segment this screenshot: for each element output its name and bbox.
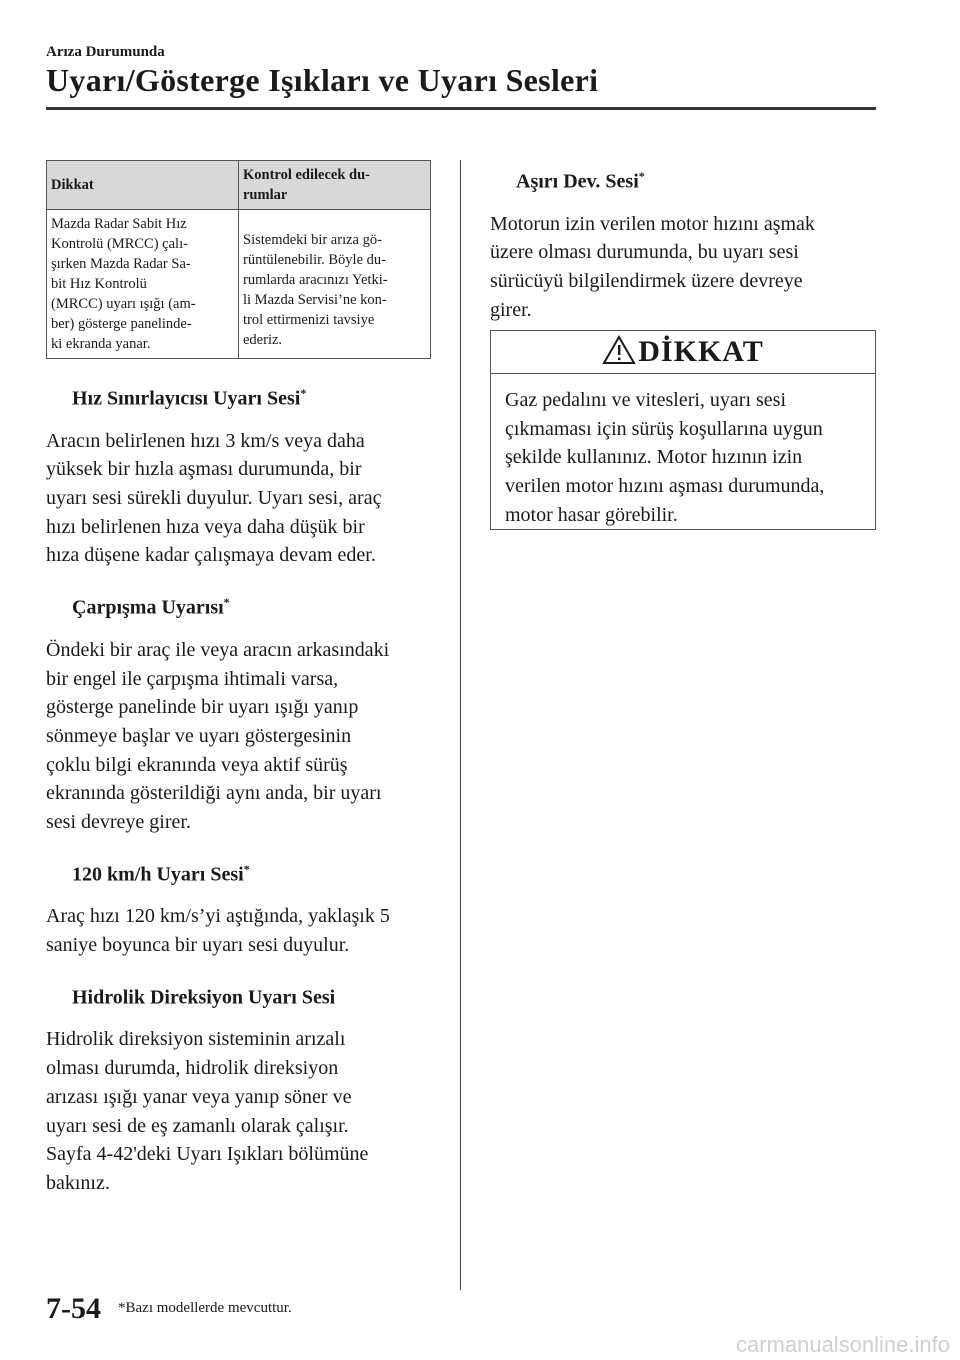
- section-body-overrev: Motorun izin verilen motor hızını aşmak üzere olması durumunda, bu uyarı sesi sürücüyü bilgilendirmek üzere devreye girer.: [490, 212, 815, 321]
- page-number: 7-54: [46, 1292, 101, 1325]
- table-cell: Sistemdeki bir arıza gö- rüntülenebilir. Böyle du- rumlarda aracınızı Yetki- li Mazda Servisi’ne kon- trol ettirmenizi tavsiye ederiz.: [239, 210, 431, 359]
- warning-header: [491, 331, 875, 374]
- section-body-120kmh: Araç hızı 120 km/s’yi aştığında, yaklaşık 5 saniye boyunca bir uyarı sesi duyulur.: [46, 905, 390, 957]
- section-body-power-steering: Hidrolik direksiyon sisteminin arızalı olması durumda, hidrolik direksiyon arızası ışığı yanar veya yanıp söner ve uyarı sesi de eş zamanlı olarak çalışır. Sayfa 4-42'deki Uyarı Işıkları bölümüne bakınız.: [46, 1028, 369, 1194]
- section-label: Arıza Durumunda: [46, 44, 165, 60]
- page-title: Uyarı/Gösterge Işıkları ve Uyarı Sesleri: [46, 62, 599, 98]
- section-heading-overrev: Aşırı Dev. Sesi*: [516, 169, 645, 193]
- table-header-cell: Kontrol edilecek du- rumlar: [239, 161, 431, 210]
- caution-table: [46, 160, 431, 359]
- left-column: [46, 160, 436, 1198]
- warning-triangle-icon: [602, 335, 636, 370]
- warning-body: Gaz pedalını ve vitesleri, uyarı sesi çıkmaması için sürüş koşullarına uygun şekilde kullanınız. Motor hızının izin verilen motor hızını aşması durumunda, motor hasar görebilir.: [505, 389, 825, 526]
- right-column: [490, 160, 876, 324]
- section-heading-power-steering: Hidrolik Direksiyon Uyarı Sesi: [72, 986, 336, 1009]
- watermark: carmanualsonline.info: [735, 1332, 950, 1357]
- section-body-collision-warning: Öndeki bir araç ile veya aracın arkasındaki bir engel ile çarpışma ihtimali varsa, gösterge panelinde bir uyarı ışığı yanıp sönmeye başlar ve uyarı göstergesinin çoklu bilgi ekranında veya aktif sürüş ekranında gösterildiği aynı anda, bir uyarı sesi devreye girer.: [46, 638, 390, 834]
- warning-title: DİKKAT: [638, 335, 764, 368]
- section-heading-collision-warning: Çarpışma Uyarısı*: [72, 595, 230, 619]
- section-heading-120kmh: 120 km/h Uyarı Sesi*: [72, 861, 250, 886]
- table-header-cell: Dikkat: [47, 161, 239, 210]
- section-body-speed-limiter: Aracın belirlenen hızı 3 km/s veya daha yüksek bir hızla aşması durumunda, bir uyarı sesi sürekli duyulur. Uyarı sesi, araç hızı belirlenen hıza veya daha düşük bir hıza düşene kadar çalışmaya devam eder.: [46, 429, 382, 567]
- table-row: [47, 210, 431, 359]
- title-rule: [46, 107, 876, 110]
- table-header-row: [47, 161, 431, 210]
- column-divider: [460, 160, 461, 1290]
- table-cell: Mazda Radar Sabit Hız Kontrolü (MRCC) çalı- şırken Mazda Radar Sa- bit Hız Kontrolü (MRCC) uyarı ışığı (am- ber) gösterge panelinde- ki ekranda yanar.: [47, 210, 239, 359]
- footnote: *Bazı modellerde mevcuttur.: [118, 1300, 292, 1316]
- warning-box: [490, 330, 876, 530]
- section-heading-speed-limiter: Hız Sınırlayıcısı Uyarı Sesi*: [72, 386, 307, 410]
